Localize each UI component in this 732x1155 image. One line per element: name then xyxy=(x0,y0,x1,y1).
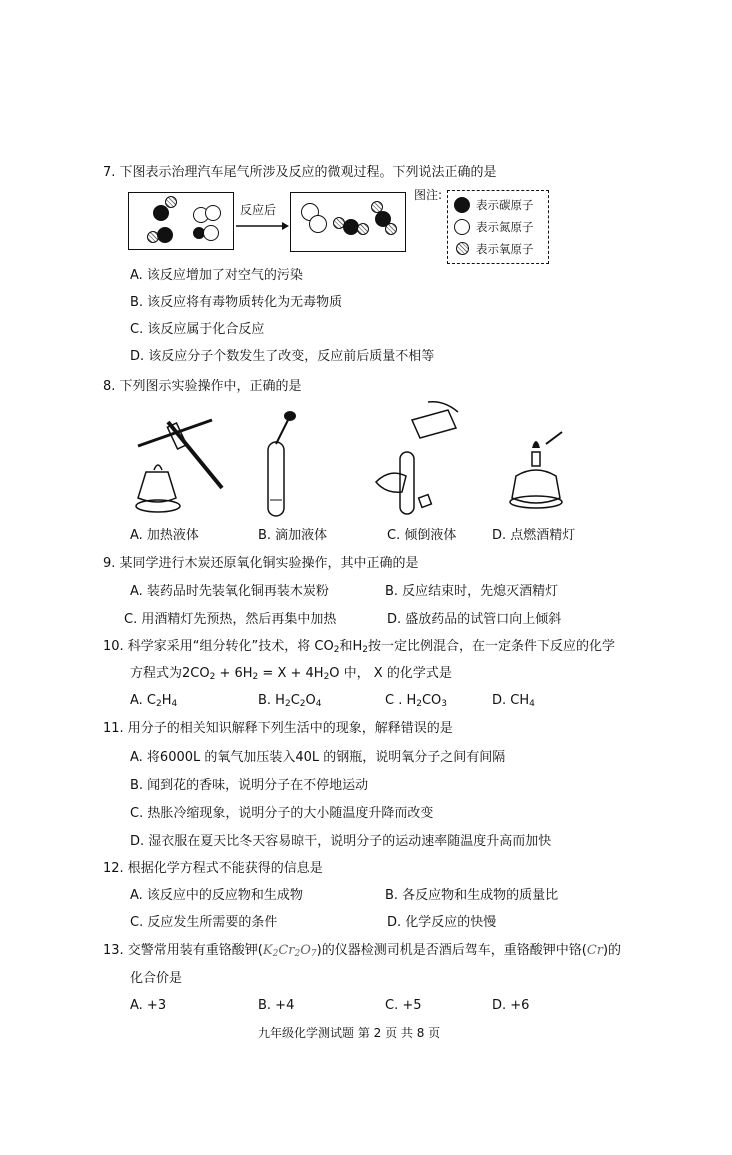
q9-option-b: B. 反应结束时，先熄灭酒精灯 xyxy=(385,584,559,599)
oxygen-atom xyxy=(357,223,369,235)
subscript: 4 xyxy=(171,699,178,709)
q10-stem-part: 10. 科学家采用“组分转化”技术，将 CO xyxy=(103,639,334,654)
q10-option-a xyxy=(130,692,177,713)
subscript: 2 xyxy=(294,949,301,959)
subscript: 4 xyxy=(315,699,322,709)
q12-option-b: B. 各反应物和生成物的质量比 xyxy=(385,888,559,903)
q11-stem: 11. 用分子的相关知识解释下列生活中的现象，解释错误的是 xyxy=(103,721,453,736)
subscript: 2 xyxy=(252,672,259,682)
q13-stem-part: 13. 交警常用装有重铬酸钾( xyxy=(103,943,263,958)
nitrogen-atom xyxy=(309,215,327,233)
q7-option-c: C. 该反应属于化合反应 xyxy=(130,322,265,337)
carbon-atom xyxy=(153,205,169,221)
q10-stem-part: O 中， X 的化学式是 xyxy=(329,666,452,681)
alcohol-lamp-illustration xyxy=(506,428,570,522)
q13-option-a: A. +3 xyxy=(130,998,167,1013)
q13-option-d: D. +6 xyxy=(492,998,530,1013)
q7-option-b: B. 该反应将有毒物质转化为无毒物质 xyxy=(130,295,343,310)
potassium-dichromate-formula xyxy=(263,943,317,958)
q8-option-d: D. 点燃酒精灯 xyxy=(492,528,576,543)
q8-option-b: B. 滴加液体 xyxy=(258,528,328,543)
q8-stem: 8. 下列图示实验操作中，正确的是 xyxy=(103,379,302,394)
formula-part: K xyxy=(262,943,273,958)
oxygen-atom xyxy=(385,223,397,235)
nitrogen-atom-icon xyxy=(454,219,470,235)
subscript: 2 xyxy=(416,699,422,709)
q10-stem-line1 xyxy=(103,638,615,659)
formula-part: D. CH xyxy=(492,693,530,708)
reaction-arrow-icon xyxy=(234,220,290,232)
oxygen-atom xyxy=(203,225,219,241)
q10-stem-part: 和H xyxy=(339,639,363,654)
subscript: 2 xyxy=(323,672,330,682)
q10-option-c xyxy=(385,692,447,713)
oxygen-atom-icon xyxy=(456,242,469,255)
formula-part: A. C xyxy=(130,693,157,708)
formula-part: CO xyxy=(421,693,442,708)
q8-option-a: A. 加热液体 xyxy=(130,528,199,543)
q12-option-c: C. 反应发生所需要的条件 xyxy=(130,915,278,930)
q7-legend-title: 图注: xyxy=(414,188,443,202)
pouring-liquid-illustration xyxy=(372,400,468,522)
subscript: 2 xyxy=(362,645,368,655)
q11-option-a: A. 将6000L 的氧气加压装入40L 的钢瓶，说明氧分子之间有间隔 xyxy=(130,750,506,765)
heating-liquid-illustration xyxy=(128,402,224,522)
q7-option-d: D. 该反应分子个数发生了改变，反应前后质量不相等 xyxy=(130,349,435,364)
q13-option-c: C. +5 xyxy=(385,998,422,1013)
q7-reactants-box xyxy=(128,192,234,250)
q10-option-d xyxy=(492,692,535,713)
chromium-symbol: Cr xyxy=(586,943,603,958)
subscript: 2 xyxy=(156,699,162,709)
q9-stem: 9. 某同学进行木炭还原氧化铜实验操作，其中正确的是 xyxy=(103,556,419,571)
q9-option-c: C. 用酒精灯先预热，然后再集中加热 xyxy=(124,612,337,627)
q7-legend xyxy=(447,190,549,264)
q10-stem-part: 按一定比例混合，在一定条件下反应的化学 xyxy=(367,639,615,654)
q9-option-a: A. 装药品时先装氧化铜再装木炭粉 xyxy=(130,584,329,599)
q9-option-d: D. 盛放药品的试管口向上倾斜 xyxy=(387,612,562,627)
subscript: 7 xyxy=(310,949,317,959)
q12-option-a: A. 该反应中的反应物和生成物 xyxy=(130,888,303,903)
q13-stem-part: )的 xyxy=(602,943,622,958)
q7-products-box xyxy=(290,192,406,252)
subscript: 4 xyxy=(529,699,535,709)
q12-option-d: D. 化学反应的快慢 xyxy=(387,915,497,930)
legend-carbon-label: 表示碳原子 xyxy=(476,198,534,212)
nitrogen-atom xyxy=(205,205,221,221)
q7-arrow-label: 反应后 xyxy=(240,203,277,217)
formula-part: H xyxy=(161,693,172,708)
q13-stem-part: )的仪器检测司机是否酒后驾车，重铬酸钾中铬( xyxy=(316,943,587,958)
subscript: 2 xyxy=(284,699,291,709)
q13-option-b: B. +4 xyxy=(258,998,295,1013)
carbon-atom xyxy=(157,227,173,243)
q11-option-b: B. 闻到花的香味，说明分子在不停地运动 xyxy=(130,778,369,793)
subscript: 2 xyxy=(272,949,279,959)
page-footer: 九年级化学测试题 第 2 页 共 8 页 xyxy=(258,1026,441,1040)
q13-stem-line1 xyxy=(103,942,621,963)
formula-part: O xyxy=(300,943,311,958)
q10-stem-part: 方程式为2CO xyxy=(130,666,210,681)
formula-part: B. H xyxy=(258,693,285,708)
q8-option-c: C. 倾倒液体 xyxy=(387,528,457,543)
formula-part: C xyxy=(290,693,300,708)
subscript: 2 xyxy=(209,672,216,682)
oxygen-atom xyxy=(165,196,177,208)
formula-part: Cr xyxy=(278,943,295,958)
q10-stem-line2 xyxy=(130,665,452,686)
legend-oxygen-label: 表示氧原子 xyxy=(476,242,534,256)
q7-option-a: A. 该反应增加了对空气的污染 xyxy=(130,268,303,283)
q12-stem: 12. 根据化学方程式不能获得的信息是 xyxy=(103,861,323,876)
q10-stem-part: + 6H xyxy=(215,666,253,681)
subscript: 3 xyxy=(441,699,448,709)
q10-stem-part: = X + 4H xyxy=(258,666,324,681)
q11-option-c: C. 热胀冷缩现象，说明分子的大小随温度升降而改变 xyxy=(130,806,434,821)
q13-stem-line2: 化合价是 xyxy=(130,971,183,986)
legend-nitrogen-label: 表示氮原子 xyxy=(476,220,534,234)
carbon-atom-icon xyxy=(454,197,470,213)
formula-part: O xyxy=(305,693,316,708)
q10-option-b xyxy=(258,692,321,713)
subscript: 2 xyxy=(333,645,340,655)
formula-part: C . H xyxy=(385,693,417,708)
q11-option-d: D. 湿衣服在夏天比冬天容易晾干，说明分子的运动速率随温度升高而加快 xyxy=(130,834,552,849)
dropper-illustration xyxy=(262,410,302,522)
subscript: 2 xyxy=(299,699,306,709)
q7-stem: 7. 下图表示治理汽车尾气所涉及反应的微观过程。下列说法正确的是 xyxy=(103,165,497,180)
